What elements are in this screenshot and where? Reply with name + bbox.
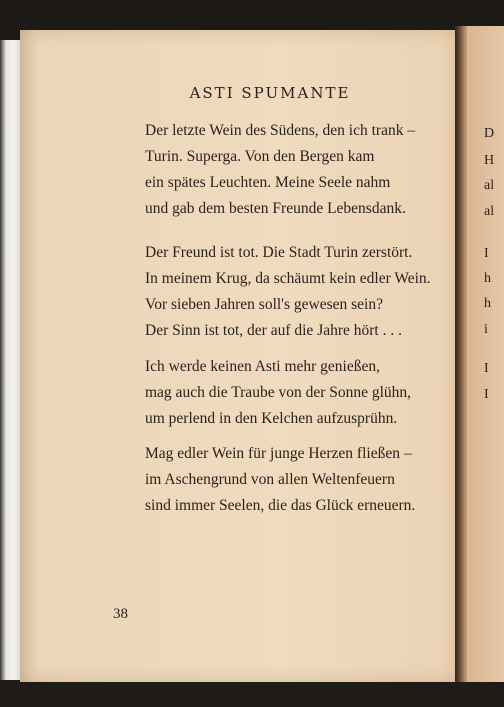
poem-line: Vor sieben Jahren soll's gewesen sein? xyxy=(145,296,383,313)
poem-line: und gab dem besten Freunde Lebensdank. xyxy=(145,200,406,217)
bottom-edge xyxy=(0,682,504,707)
stanza-3 xyxy=(145,354,411,432)
facing-page-fragment: I xyxy=(484,361,489,376)
book-binding-edge xyxy=(0,40,22,680)
stanza-1 xyxy=(145,118,415,222)
poem-line: im Aschengrund von allen Weltenfeuern xyxy=(145,471,395,488)
poem-line: Der Freund ist tot. Die Stadt Turin zerstört. xyxy=(145,244,413,261)
facing-page-fragment: h xyxy=(484,271,491,286)
poem-line: ein spätes Leuchten. Meine Seele nahm xyxy=(145,174,391,191)
facing-page-fragment: al xyxy=(484,204,495,219)
poem-line: um perlend in den Kelchen aufzusprühn. xyxy=(145,410,398,427)
poem-line: Mag edler Wein für junge Herzen fließen – xyxy=(145,445,412,462)
page-number: 38 xyxy=(113,606,128,622)
poem-line: Ich werde keinen Asti mehr genießen, xyxy=(145,358,380,375)
facing-page-fragment: al xyxy=(484,178,495,193)
poem-line: Der letzte Wein des Südens, den ich trank – xyxy=(145,122,416,139)
poem-title: ASTI SPUMANTE xyxy=(189,84,351,102)
poem-line: mag auch die Traube von der Sonne glühn, xyxy=(145,384,412,401)
poem-line: sind immer Seelen, die das Glück erneuern. xyxy=(145,497,416,514)
poem-line: Turin. Superga. Von den Bergen kam xyxy=(145,148,375,165)
facing-page-fragment: D xyxy=(484,126,495,141)
facing-page-fragment: I xyxy=(484,387,489,402)
facing-page-fragment: H xyxy=(484,153,495,168)
facing-page-fragment: h xyxy=(484,296,491,311)
stanza-4 xyxy=(145,441,415,519)
poem-line: In meinem Krug, da schäumt kein edler Wein. xyxy=(145,270,431,287)
stanza-2 xyxy=(145,240,431,344)
facing-page-fragment: I xyxy=(484,246,489,261)
poem-line: Der Sinn ist tot, der auf die Jahre hört . . . xyxy=(145,322,402,339)
facing-page-fragment: i xyxy=(484,322,488,337)
